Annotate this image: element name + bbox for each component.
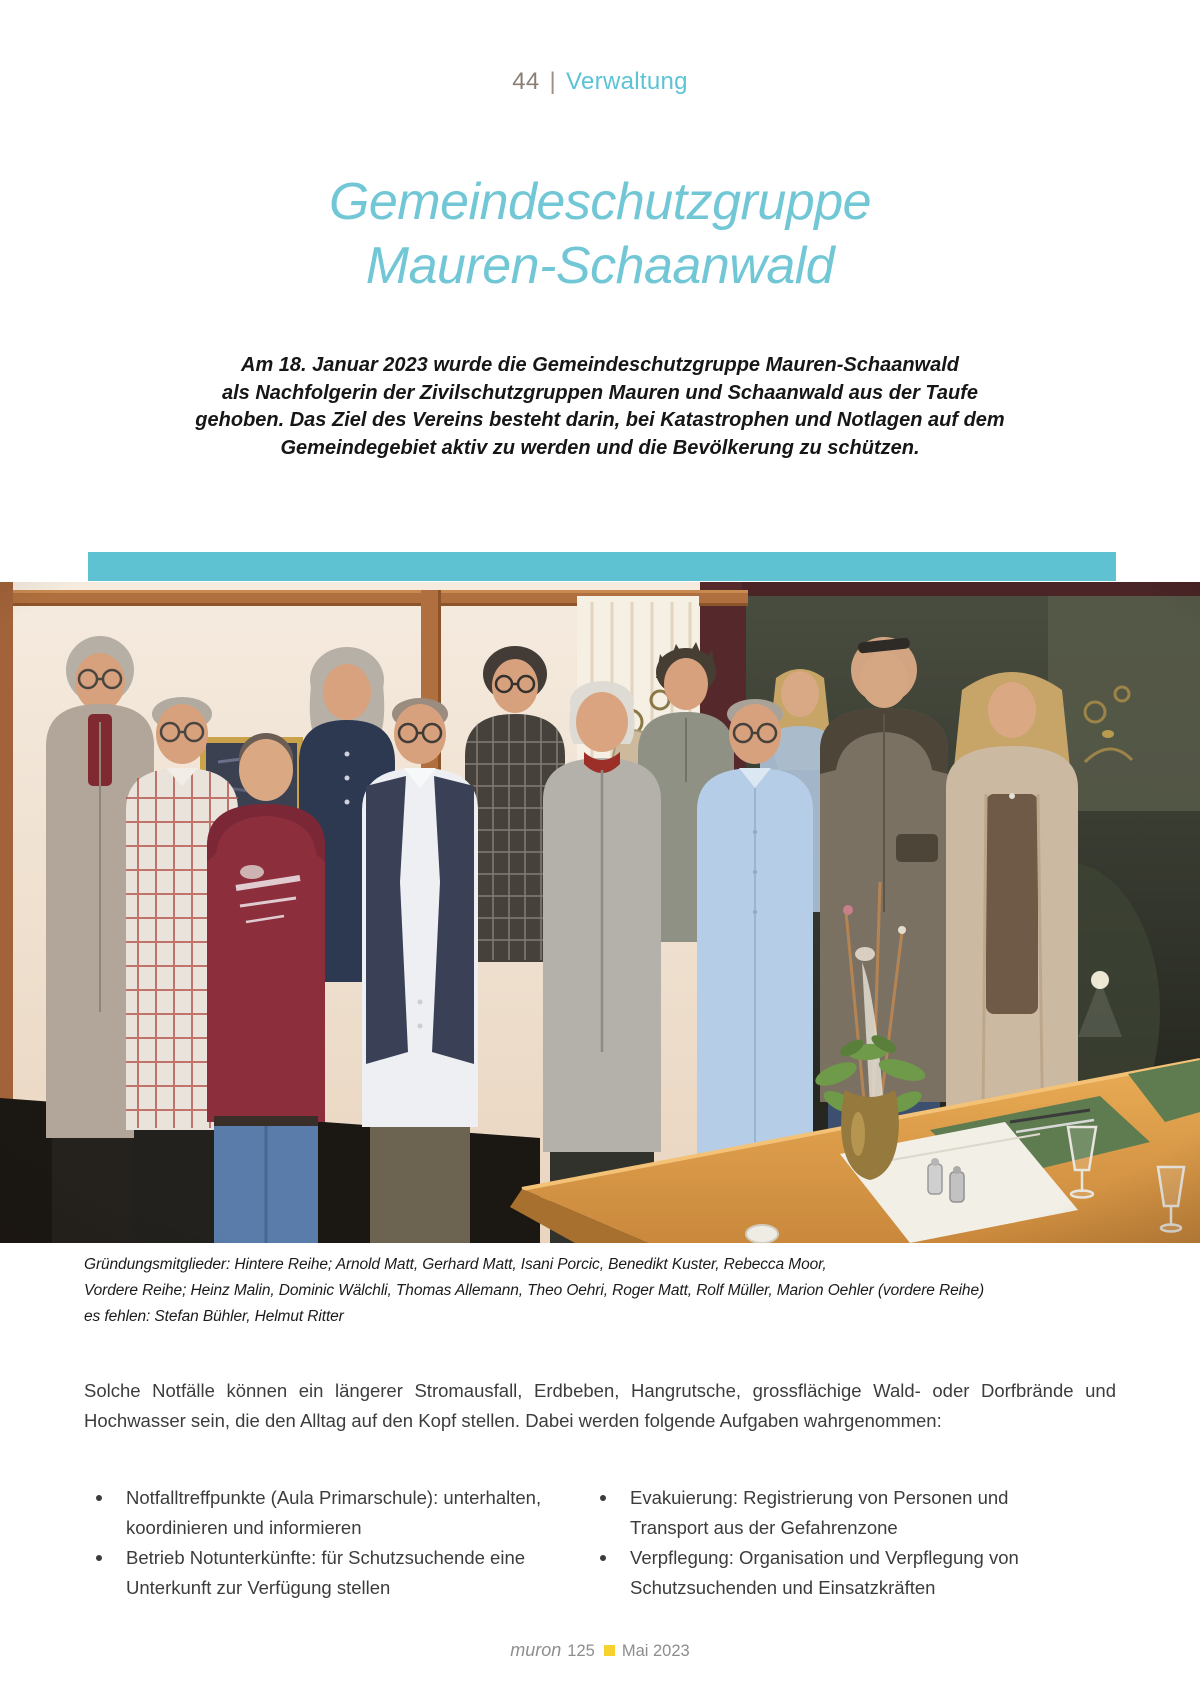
task-list-right: [578, 1483, 1116, 1603]
task-lists: [84, 1483, 1116, 1603]
section-label: Verwaltung: [566, 68, 688, 95]
intro-line: Gemeindegebiet aktiv zu werden und die Bevölkerung zu schützen.: [280, 436, 920, 459]
title-line-2: Mauren-Schaanwald: [365, 237, 835, 295]
page-footer: [0, 1640, 1200, 1661]
bullet-icon: [600, 1495, 606, 1501]
list-item: [84, 1483, 578, 1543]
caption-line: es fehlen: Stefan Bühler, Helmut Ritter: [84, 1308, 344, 1325]
teal-accent-bar: [88, 552, 1116, 581]
list-item-text: Betrieb Notunterkünfte: für Schutzsuchende eine Unterkunft zur Verfügung stellen: [126, 1547, 526, 1598]
list-item: [588, 1483, 1116, 1543]
list-item: [588, 1543, 1116, 1603]
title-line-1: Gemeindeschutzgruppe: [328, 173, 872, 231]
page-number: 44: [512, 68, 540, 95]
article-title: [0, 170, 1200, 298]
caption-line: Gründungsmitglieder: Hintere Reihe; Arnold Matt, Gerhard Matt, Isani Porcic, Benedikt Kuster, Rebecca Moor,: [84, 1256, 827, 1273]
intro-line: als Nachfolgerin der Zivilschutzgruppen Mauren und Schaanwald aus der Taufe: [221, 381, 979, 404]
bullet-icon: [600, 1555, 606, 1561]
list-item: [84, 1543, 578, 1603]
task-list-left: [84, 1483, 578, 1603]
footer-square-icon: [604, 1645, 615, 1656]
intro-paragraph: [185, 352, 1015, 462]
list-item-text: Verpflegung: Organisation und Verpflegung von Schutzsuchenden und Einsatzkräften: [630, 1547, 1019, 1598]
body-paragraph: Solche Notfälle können ein längerer Stromausfall, Erdbeben, Hangrutsche, grossflächige Wald- oder Dorfbrände und Hochwasser sein, die den Alltag auf den Kopf stellen. Dabei werden folgende Aufgaben wahrgenommen:: [84, 1380, 1116, 1431]
magazine-name: muron: [510, 1640, 562, 1660]
bullet-icon: [96, 1495, 102, 1501]
group-photo: [0, 582, 1200, 1243]
list-item-text: Notfalltreffpunkte (Aula Primarschule): unterhalten, koordinieren und informieren: [126, 1487, 542, 1538]
intro-line: Am 18. Januar 2023 wurde die Gemeindeschutzgruppe Mauren-Schaanwald: [241, 354, 959, 376]
list-item-text: Evakuierung: Registrierung von Personen und Transport aus der Gefahrenzone: [630, 1487, 1009, 1538]
photo-caption: [84, 1252, 1044, 1330]
header-divider: |: [549, 68, 557, 95]
bullet-icon: [96, 1555, 102, 1561]
intro-line: gehoben. Das Ziel des Vereins besteht darin, bei Katastrophen und Notlagen auf dem: [195, 409, 1005, 431]
issue-number: 125: [567, 1642, 595, 1660]
caption-line: Vordere Reihe; Heinz Malin, Dominic Wälchli, Thomas Allemann, Theo Oehri, Roger Matt, Rolf Müller, Marion Oehler (vordere Reihe): [84, 1282, 985, 1299]
page-header: [0, 68, 1200, 96]
issue-date: Mai 2023: [621, 1642, 690, 1660]
